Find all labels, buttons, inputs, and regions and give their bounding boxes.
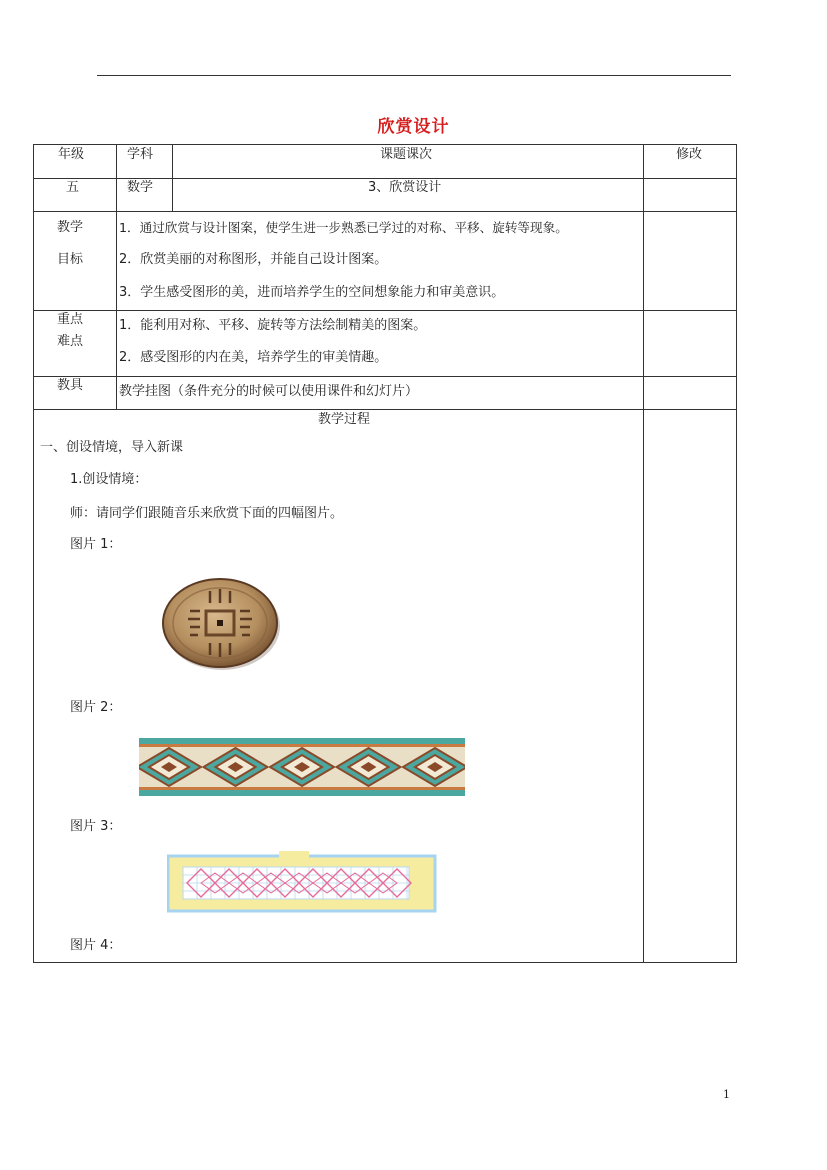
cell-revise-tools <box>643 376 737 410</box>
subject-header-text: 学科 <box>127 147 154 162</box>
lesson-header-text: 课题课次 <box>380 147 433 162</box>
goal-item: 3．学生感受图形的美，进而培养学生的空间想象能力和审美意识。 <box>119 285 505 300</box>
key-label-line1: 重点 <box>57 312 84 327</box>
process-section: 一、创设情境，导入新课 <box>40 440 184 455</box>
grade-header-text: 年级 <box>58 147 85 162</box>
goals-label-line1: 教学 <box>57 220 84 235</box>
goal-item: 2．欣赏美丽的对称图形，并能自己设计图案。 <box>119 252 388 267</box>
document-title: 欣赏设计 <box>377 117 450 137</box>
subject-value: 数学 <box>127 180 154 195</box>
process-heading: 教学过程 <box>318 412 371 427</box>
lattice-frame-image <box>167 851 437 913</box>
tools-label: 教具 <box>57 378 84 393</box>
grade-value: 五 <box>66 180 80 195</box>
key-item: 1．能利用对称、平移、旋转等方法绘制精美的图案。 <box>119 318 427 333</box>
coin-image <box>160 573 284 673</box>
page-number: 1 <box>723 1088 730 1101</box>
cell-revise-1 <box>643 178 737 212</box>
cell-revise-process <box>643 409 737 963</box>
tools-text: 教学挂图（条件充分的时候可以使用课件和幻灯片） <box>119 384 419 399</box>
picture-3-label: 图片 3： <box>70 819 122 834</box>
picture-4-label: 图片 4： <box>70 938 122 953</box>
process-teacher: 师：请同学们跟随音乐来欣赏下面的四幅图片。 <box>70 506 344 521</box>
picture-2-label: 图片 2： <box>70 700 122 715</box>
goal-item: 1．通过欣赏与设计图案，使学生进一步熟悉已学过的对称、平移、旋转等现象。 <box>119 220 568 235</box>
key-item: 2．感受图形的内在美，培养学生的审美情趣。 <box>119 350 388 365</box>
lesson-value: 3、欣赏设计 <box>368 180 442 195</box>
cell-revise-goals <box>643 211 737 311</box>
header-rule <box>97 75 731 76</box>
revise-header-text: 修改 <box>676 147 703 162</box>
key-label-line2: 难点 <box>57 334 84 349</box>
cell-revise-key <box>643 310 737 377</box>
process-step: 1.创设情境： <box>70 472 148 487</box>
goals-label-line2: 目标 <box>57 252 84 267</box>
pattern-band-image <box>139 738 465 796</box>
picture-1-label: 图片 1： <box>70 537 122 552</box>
